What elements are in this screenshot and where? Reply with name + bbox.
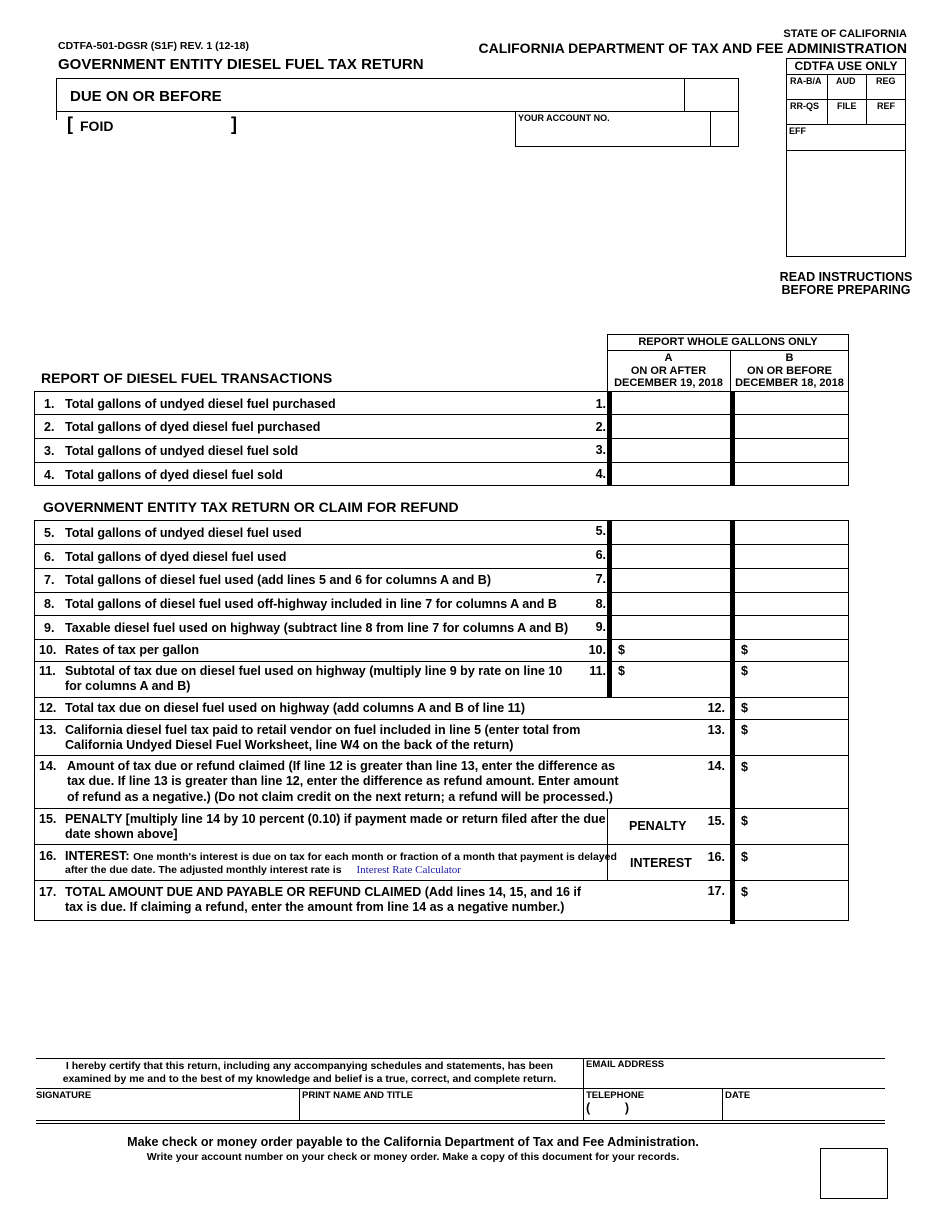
agency-name: CALIFORNIA DEPARTMENT OF TAX AND FEE ADMINISTRATION — [478, 40, 907, 56]
line17-dollar: $ — [741, 885, 748, 899]
line9-number: 9. — [44, 621, 55, 635]
line5-text: Total gallons of undyed diesel fuel used — [65, 526, 302, 540]
line14-text3: of refund as a negative.) (Do not claim credit on the next return; a refund will be processed.) — [67, 790, 613, 804]
line4-number: 4. — [44, 468, 55, 482]
column-a-header — [607, 352, 730, 390]
line13-text: California diesel fuel tax paid to retail vendor on fuel included in line 5 (enter total from — [65, 723, 581, 737]
column-b-line2: ON OR BEFORE — [747, 364, 832, 377]
read-instructions-line2: BEFORE PREPARING — [781, 283, 911, 297]
line16-text2: after the due date. The adjusted monthly interest rate is — [65, 864, 342, 876]
line4-col-a-input[interactable] — [613, 463, 730, 485]
line1-col-b-input[interactable] — [736, 392, 848, 414]
line3-text: Total gallons of undyed diesel fuel sold — [65, 444, 299, 458]
cdtfa-use-only-box — [786, 58, 906, 257]
foid-label: FOID — [80, 118, 114, 134]
line16-text-row — [65, 849, 617, 863]
line5-col-b-input[interactable] — [736, 521, 848, 544]
line6-ref: 6. — [595, 548, 606, 562]
line12-text: Total tax due on diesel fuel used on highway (add columns A and B of line 11) — [65, 701, 526, 715]
line14-text: Amount of tax due or refund claimed (If line 12 is greater than line 13, enter the difference as — [67, 759, 616, 773]
cdtfa-file: FILE — [837, 101, 857, 111]
line12-ref: 12. — [707, 701, 725, 715]
line13-number: 13. — [39, 723, 57, 737]
signature-input[interactable] — [36, 1100, 298, 1120]
cdtfa-aud: AUD — [836, 76, 856, 86]
column-a-letter: A — [664, 352, 673, 364]
line15-input[interactable] — [751, 809, 848, 844]
column-a-line3: DECEMBER 19, 2018 — [614, 377, 723, 389]
line3-col-b-input[interactable] — [736, 439, 848, 462]
interest-tag: INTEREST — [630, 856, 692, 870]
line9-text: Taxable diesel fuel used on highway (subtract line 8 from line 7 for columns A and B) — [65, 621, 569, 635]
line10-text: Rates of tax per gallon — [65, 643, 200, 657]
line10-ref: 10. — [588, 643, 606, 657]
read-instructions-line1: READ INSTRUCTIONS — [779, 270, 913, 284]
line16-ref: 16. — [707, 850, 725, 864]
read-instructions — [776, 271, 916, 297]
telephone-input[interactable] — [610, 1100, 720, 1120]
footer-instructions: Write your account number on your check or money order. Make a copy of this document for your records. — [146, 1151, 680, 1163]
line12-input[interactable] — [751, 698, 848, 719]
line2-col-a-input[interactable] — [613, 415, 730, 438]
column-b-line3: DECEMBER 18, 2018 — [735, 377, 844, 389]
line15-dollar: $ — [741, 814, 748, 828]
due-label: DUE ON OR BEFORE — [70, 88, 222, 105]
line6-col-b-input[interactable] — [736, 545, 848, 568]
line8-text: Total gallons of diesel fuel used off-highway included in line 7 for columns A and B — [65, 597, 557, 611]
line2-text: Total gallons of dyed diesel fuel purchased — [65, 420, 321, 434]
column-b-letter: B — [785, 352, 794, 364]
line11-col-b-dollar: $ — [741, 664, 748, 678]
line6-number: 6. — [44, 550, 55, 564]
line13-input[interactable] — [751, 720, 848, 755]
line17-text2: tax is due. If claiming a refund, enter the amount from line 14 as a negative number.) — [65, 900, 565, 914]
line17-ref: 17. — [707, 884, 725, 898]
line15-number: 15. — [39, 812, 57, 826]
footer-corner-box — [820, 1148, 888, 1199]
line10-col-b-dollar: $ — [741, 643, 748, 657]
line2-number: 2. — [44, 420, 55, 434]
line11-col-b-input[interactable] — [751, 662, 848, 697]
line7-ref: 7. — [595, 572, 606, 586]
line3-ref: 3. — [595, 443, 606, 457]
certification-line2: examined by me and to the best of my knowledge and belief is a true, correct, and complete return. — [62, 1073, 557, 1085]
email-label: EMAIL ADDRESS — [586, 1059, 665, 1070]
line12-number: 12. — [39, 701, 57, 715]
line7-text: Total gallons of diesel fuel used (add lines 5 and 6 for columns A and B) — [65, 573, 491, 587]
signature-label: SIGNATURE — [36, 1090, 92, 1101]
line11-col-a-dollar: $ — [618, 664, 625, 678]
section2-title: GOVERNMENT ENTITY TAX RETURN OR CLAIM FOR REFUND — [43, 499, 459, 515]
line2-ref: 2. — [595, 420, 606, 434]
line3-number: 3. — [44, 444, 55, 458]
line4-col-b-input[interactable] — [736, 463, 848, 485]
foid-bracket-close: ] — [231, 114, 237, 134]
line14-input[interactable] — [751, 756, 848, 808]
date-label: DATE — [725, 1090, 751, 1101]
line16-input[interactable] — [751, 845, 848, 880]
line17-text: TOTAL AMOUNT DUE AND PAYABLE OR REFUND CLAIMED (Add lines 14, 15, and 16 if — [65, 885, 582, 899]
line8-col-b-input[interactable] — [736, 593, 848, 615]
email-input[interactable] — [584, 1070, 884, 1088]
line9-col-b-input[interactable] — [736, 616, 848, 639]
interest-rate-calculator-link[interactable]: Interest Rate Calculator — [356, 864, 461, 876]
column-b-header — [730, 352, 849, 390]
line10-col-a-dollar: $ — [618, 643, 625, 657]
line6-text: Total gallons of dyed diesel fuel used — [65, 550, 287, 564]
footer-payable: Make check or money order payable to the California Department of Tax and Fee Administration. — [127, 1135, 699, 1149]
line7-number: 7. — [44, 573, 55, 587]
line16-text-small: One month's interest is due on tax for each month or fraction of a month that payment is delayed — [133, 851, 617, 863]
cdtfa-rr-qs: RR-QS — [790, 101, 819, 111]
cdtfa-title: CDTFA USE ONLY — [794, 59, 898, 73]
line14-text2: tax due. If line 13 is greater than line 12, enter the difference as refund amount. Enter amount — [67, 774, 619, 788]
line13-dollar: $ — [741, 723, 748, 737]
date-input[interactable] — [723, 1100, 884, 1120]
line12-dollar: $ — [741, 701, 748, 715]
line1-text: Total gallons of undyed diesel fuel purchased — [65, 397, 336, 411]
line1-ref: 1. — [595, 397, 606, 411]
line5-number: 5. — [44, 526, 55, 540]
line4-text: Total gallons of dyed diesel fuel sold — [65, 468, 283, 482]
line14-number: 14. — [39, 759, 57, 773]
print-name-label: PRINT NAME AND TITLE — [302, 1090, 414, 1101]
line10-number: 10. — [39, 643, 57, 657]
line9-ref: 9. — [595, 620, 606, 634]
line10-col-b-input[interactable] — [751, 640, 848, 661]
penalty-tag: PENALTY — [629, 819, 687, 833]
telephone-label: TELEPHONE — [586, 1090, 645, 1101]
line11-number: 11. — [39, 664, 56, 678]
line1-col-a-input[interactable] — [613, 392, 730, 414]
line15-text: PENALTY [multiply line 14 by 10 percent (0.10) if payment made or return filed after the due — [65, 812, 606, 826]
line7-col-a-input[interactable] — [613, 569, 730, 592]
line4-ref: 4. — [595, 467, 606, 481]
state-label: STATE OF CALIFORNIA — [783, 28, 907, 40]
certification-line1: I hereby certify that this return, including any accompanying schedules and statements, has been — [65, 1060, 554, 1072]
column-a-line2: ON OR AFTER — [630, 364, 707, 377]
line8-number: 8. — [44, 597, 55, 611]
foid-bracket-open: [ — [67, 114, 73, 134]
line14-dollar: $ — [741, 760, 748, 774]
line13-text2: California Undyed Diesel Fuel Worksheet, line W4 on the back of the return) — [65, 738, 514, 752]
telephone-parens: ( ) — [586, 1101, 630, 1115]
line11-text2: for columns A and B) — [65, 679, 191, 693]
print-name-input[interactable] — [300, 1100, 582, 1120]
line5-col-a-input[interactable] — [613, 521, 730, 544]
line13-ref: 13. — [707, 723, 725, 737]
certification-text — [36, 1060, 583, 1086]
line9-col-a-input[interactable] — [613, 616, 730, 639]
line10-col-a-input[interactable] — [628, 640, 730, 661]
cdtfa-ref: REF — [877, 101, 895, 111]
line17-number: 17. — [39, 885, 57, 899]
line8-col-a-input[interactable] — [613, 593, 730, 615]
line17-input[interactable] — [751, 881, 848, 920]
line16-dollar: $ — [741, 850, 748, 864]
line11-text: Subtotal of tax due on diesel fuel used on highway (multiply line 9 by rate on line 10 — [65, 664, 563, 678]
line16-text: INTEREST: — [65, 849, 130, 863]
line11-ref: 11. — [589, 664, 606, 678]
line14-ref: 14. — [707, 759, 725, 773]
cdtfa-reg: REG — [876, 76, 896, 86]
line6-col-a-input[interactable] — [613, 545, 730, 568]
line2-col-b-input[interactable] — [736, 415, 848, 438]
line11-col-a-input[interactable] — [628, 662, 730, 697]
section1-title: REPORT OF DIESEL FUEL TRANSACTIONS — [41, 370, 333, 386]
line5-ref: 5. — [595, 524, 606, 538]
line16-number: 16. — [39, 849, 57, 863]
line16-text2-row — [65, 864, 461, 876]
line3-col-a-input[interactable] — [613, 439, 730, 462]
line15-ref: 15. — [707, 814, 725, 828]
form-title: GOVERNMENT ENTITY DIESEL FUEL TAX RETURN — [58, 56, 424, 73]
account-label: YOUR ACCOUNT NO. — [518, 113, 610, 123]
cdtfa-eff: EFF — [789, 126, 806, 136]
whole-gallons-label: REPORT WHOLE GALLONS ONLY — [638, 336, 818, 348]
line15-text2: date shown above] — [65, 827, 178, 841]
line7-col-b-input[interactable] — [736, 569, 848, 592]
cdtfa-ra-ba: RA-B/A — [790, 76, 822, 86]
line1-number: 1. — [44, 397, 55, 411]
line8-ref: 8. — [595, 597, 606, 611]
form-id: CDTFA-501-DGSR (S1F) REV. 1 (12-18) — [58, 40, 249, 52]
